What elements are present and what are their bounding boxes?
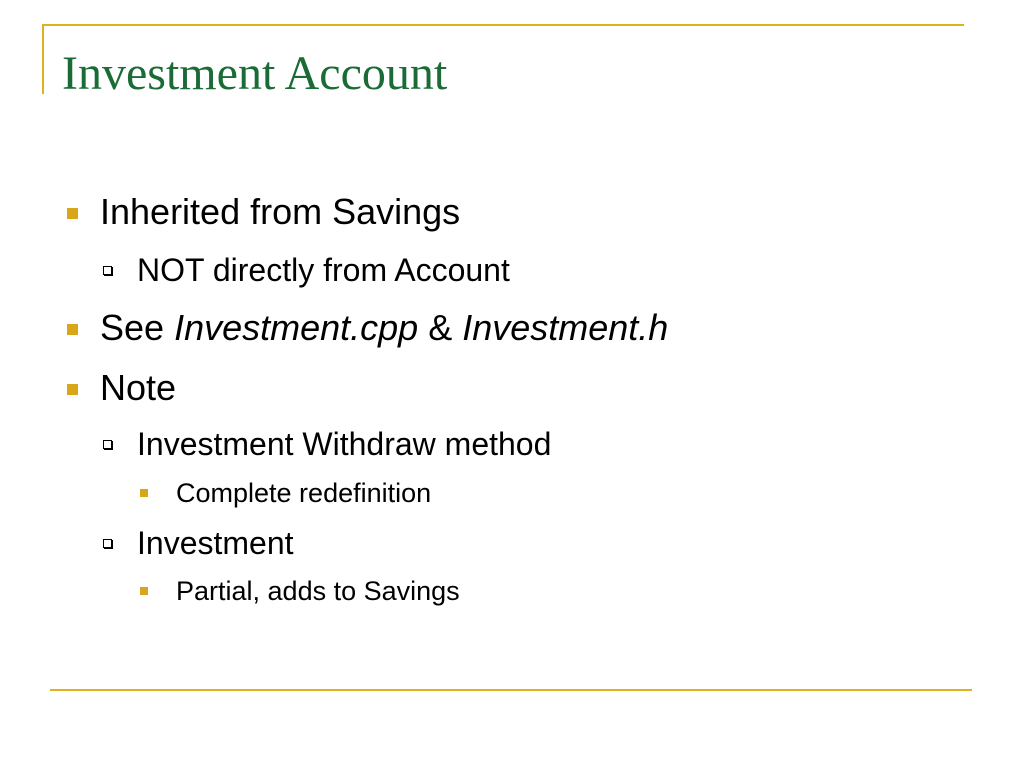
- sub-bullet-text: Investment: [137, 525, 294, 561]
- bullet-item-see-files: [62, 306, 862, 350]
- title-frame-left-rule: [42, 24, 44, 94]
- title-frame-top-rule: [42, 24, 964, 26]
- bullet-item-note: [62, 366, 762, 410]
- sub-sub-bullet-item-partial: [138, 574, 738, 608]
- bullet-text: [100, 306, 668, 350]
- hollow-square-bullet-icon: [103, 266, 112, 275]
- footer-rule: [50, 689, 972, 691]
- square-bullet-icon: [67, 324, 78, 335]
- cpp-file-name: Investment.cpp: [174, 307, 419, 348]
- hollow-square-bullet-icon: [103, 440, 112, 449]
- sub-sub-bullet-text: Complete redefinition: [176, 478, 432, 508]
- square-bullet-icon: [67, 208, 78, 219]
- sub-bullet-item-not-directly: [100, 250, 800, 290]
- header-file-name: Investment.h: [462, 307, 669, 348]
- bullet-item-inherited: [62, 190, 762, 234]
- sub-sub-bullet-text: Partial, adds to Savings: [176, 576, 460, 606]
- bullet-text: Inherited from Savings: [100, 191, 461, 232]
- sub-bullet-text: Investment Withdraw method: [137, 426, 552, 462]
- square-bullet-icon: [140, 489, 148, 497]
- sub-sub-bullet-item-complete-redefinition: [138, 476, 738, 510]
- see-prefix-text: See: [100, 307, 175, 348]
- sub-bullet-item-investment: [100, 523, 800, 563]
- square-bullet-icon: [67, 384, 78, 395]
- bullet-text: Note: [100, 367, 177, 408]
- sub-bullet-item-withdraw-method: [100, 424, 800, 464]
- slide-title: Investment Account: [62, 47, 448, 100]
- ampersand-text: &: [418, 307, 463, 348]
- square-bullet-icon: [140, 587, 148, 595]
- sub-bullet-text: NOT directly from Account: [137, 252, 510, 288]
- hollow-square-bullet-icon: [103, 539, 112, 548]
